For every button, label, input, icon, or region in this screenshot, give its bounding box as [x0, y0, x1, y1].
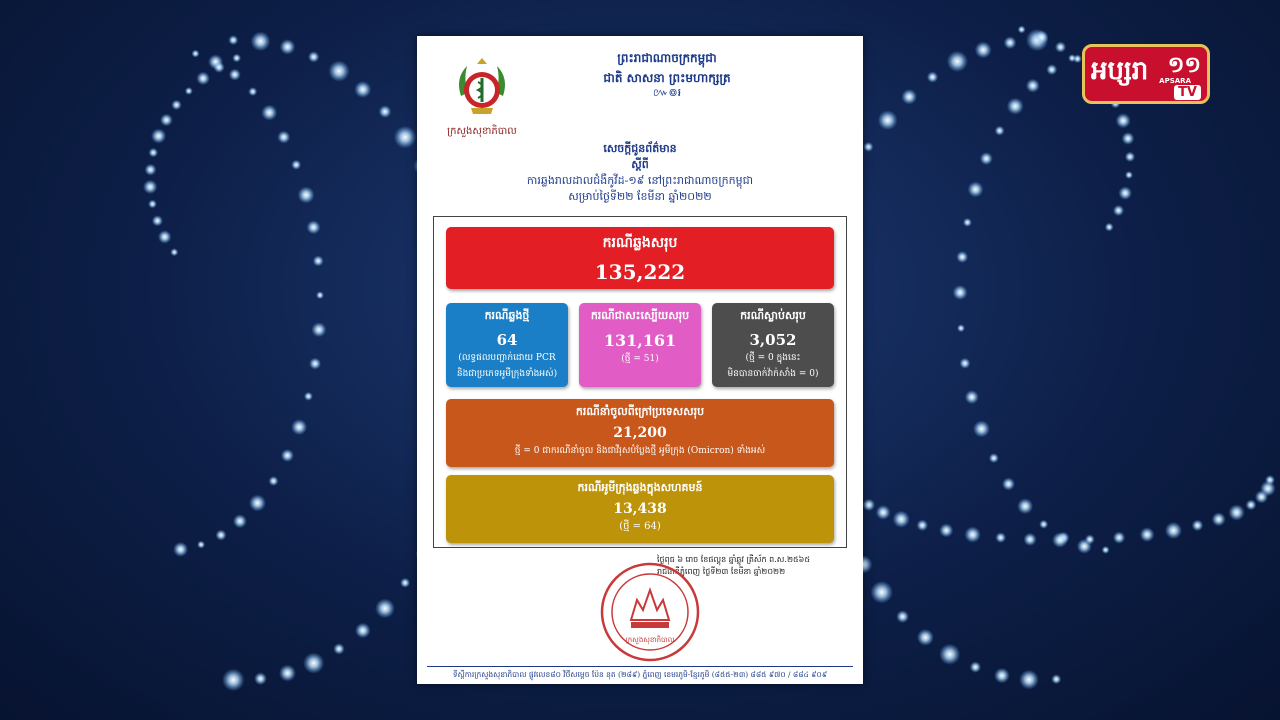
sparkle-dot [269, 476, 279, 486]
sparkle-dot [957, 324, 965, 332]
doc-subheading: ស្តីពី [631, 158, 649, 171]
kingdom-ornament: ៚៙៛ [652, 86, 682, 99]
sparkle-dot [185, 87, 193, 95]
sparkle-dot [304, 392, 313, 401]
community-value: 13,438 [613, 501, 667, 517]
sparkle-dot [316, 291, 324, 299]
sparkle-dot [959, 358, 970, 369]
sparkle-dot [311, 322, 326, 337]
kingdom-title: ព្រះរាជាណាចក្រកម្ពុជា [617, 51, 717, 65]
sparkle-dot [939, 644, 960, 665]
sparkle-dot [980, 152, 993, 165]
deaths-note1: (ថ្មី = 0 ក្នុងនេះ [745, 353, 801, 363]
sparkle-dot [197, 541, 205, 549]
kingdom-motto: ជាតិ សាសនា ព្រះមហាក្សត្រ [603, 71, 731, 85]
sparkle-dot [192, 50, 200, 58]
imported-label: ករណីនាំចូលពីក្រៅប្រទេសសរុប [575, 405, 705, 418]
doc-date: សម្រាប់ថ្ងៃទី២២ ខែមីនា ឆ្នាំ២០២២ [568, 190, 712, 203]
sparkle-dot [333, 643, 344, 654]
imported-value: 21,200 [613, 425, 667, 441]
imported-note: ថ្មី = 0 ជាករណីនាំចូល និងជាវីរុសបំប្លែងថ្មី អូមីក្រុង (Omicron) ទាំងអស់ [514, 446, 766, 456]
sparkle-dot [355, 623, 371, 639]
stats-frame [433, 216, 847, 548]
sparkle-dot [975, 41, 992, 58]
sparkle-dot [228, 35, 238, 45]
sparkle-dot [1125, 171, 1133, 179]
sparkle-dot [229, 69, 241, 81]
sparkle-dot [1073, 54, 1082, 63]
sparkle-dot [394, 126, 417, 149]
total-cases-label: ករណីឆ្លងសរុប [602, 235, 678, 251]
sparkle-dot [995, 532, 1006, 543]
sparkle-dot [1113, 531, 1125, 543]
recovered-value: 131,161 [603, 331, 677, 350]
sparkle-dot [917, 629, 934, 646]
total-cases-value: 135,222 [594, 260, 686, 284]
issue-date: រាជធានីភ្នំពេញ ថ្ងៃទី២៣ ខែមីនា ឆ្នាំ២០២២ [657, 567, 786, 576]
sparkle-dot [145, 164, 157, 176]
sparkle-dot [939, 523, 953, 537]
sparkle-dot [1051, 674, 1061, 684]
doc-heading: សេចក្តីជូនព័ត៌មាន [603, 142, 677, 155]
sparkle-dot [989, 453, 999, 463]
sparkle-dot [1035, 30, 1049, 44]
sparkle-dot [1046, 64, 1057, 75]
sparkle-dot [151, 128, 166, 143]
logo-number: ១១ [1167, 53, 1201, 78]
total-cases-box [446, 227, 834, 289]
sparkle-dot [308, 51, 319, 62]
sparkle-dot [160, 114, 173, 127]
sparkle-dot [1105, 223, 1114, 232]
sparkle-dot [1085, 534, 1095, 544]
sparkle-dot [379, 105, 392, 118]
sparkle-dot [281, 449, 294, 462]
sparkle-dot [233, 514, 247, 528]
sparkle-dot [963, 218, 972, 227]
seal-label: ក្រសួងសុខាភិបាល [625, 636, 675, 644]
sparkle-dot [261, 105, 277, 121]
sparkle-dot [893, 511, 910, 528]
sparkle-dot [1246, 500, 1257, 511]
apsara-tv-logo [1082, 44, 1210, 104]
sparkle-dot [964, 526, 980, 542]
sparkle-dot [248, 87, 257, 96]
sparkle-dot [965, 390, 979, 404]
sparkle-dot [1039, 520, 1048, 529]
sparkle-dot [1165, 522, 1182, 539]
community-cases-box [446, 475, 834, 543]
sparkle-dot [171, 100, 181, 110]
sparkle-dot [1122, 132, 1135, 145]
logo-word: អប្សរា [1091, 56, 1149, 86]
sparkle-dot [1125, 152, 1135, 162]
sparkle-dot [863, 499, 875, 511]
sparkle-dot [863, 142, 873, 152]
lunar-date: ថ្ងៃពុធ ៦ រោច ខែផល្គុន ឆ្នាំឆ្លូវ ត្រីស័ក ព.ស.២៥៦៥ [657, 555, 810, 564]
sparkle-dot [953, 285, 968, 300]
recovered-note: (ថ្មី = 51) [621, 354, 659, 364]
sparkle-dot [279, 665, 296, 682]
sparkle-dot [1140, 527, 1155, 542]
sparkle-dot [947, 51, 968, 72]
new-cases-note2: និងជាប្រភេទអូមីក្រុងទាំងអស់) [456, 369, 558, 379]
sparkle-dot [216, 530, 227, 541]
sparkle-dot [313, 255, 324, 266]
sparkle-dot [1055, 42, 1066, 53]
sparkle-dot [375, 599, 395, 619]
new-cases-label: ករណីឆ្លងថ្មី [484, 309, 530, 322]
sparkle-dot [298, 187, 315, 204]
sparkle-dot [148, 200, 157, 209]
sparkle-dot [896, 610, 909, 623]
sparkle-dot [876, 505, 891, 520]
new-cases-note1: (លទ្ធផលបញ្ជាក់ដោយ PCR [458, 353, 556, 363]
sparkle-dot [995, 126, 1005, 136]
sparkle-dot [196, 72, 210, 86]
sparkle-dot [400, 578, 410, 588]
sparkle-dot [170, 248, 178, 256]
deaths-value: 3,052 [749, 331, 797, 349]
sparkle-dot [280, 39, 296, 55]
sparkle-dot [249, 495, 266, 512]
logo-tv: TV [1174, 85, 1201, 100]
sparkle-dot [328, 61, 349, 82]
doc-topic: ការឆ្លងរាលដាលជំងឺកូវីដ-១៩ នៅព្រះរាជាណាចក្រកម្ពុជា [526, 174, 754, 187]
sparkle-dot [956, 251, 968, 263]
sparkle-dot [1026, 79, 1040, 93]
deaths-label: ករណីស្លាប់សរុប [740, 309, 806, 322]
ministry-emblem-icon [451, 56, 513, 124]
sparkle-dot [1019, 670, 1039, 690]
sparkle-dot [917, 520, 929, 532]
sparkle-dot [1116, 113, 1131, 128]
ministry-address: ទីស្តីការក្រសួងសុខាភិបាល ផ្លូវលេខ៨០ វិថីសម្តេច ប៉ែន នុត (២៨៩) ភ្នំពេញ ខេមរភូមិ-ខ្មែរភូមិ (៨៥៥-២៣) ៨៨៥ ៩៧០ / ៨៨៤ ៩០៩ [427, 666, 853, 681]
sparkle-dot [1212, 512, 1226, 526]
community-label: ករណីអូមីក្រុងឆ្លងក្នុងសហគមន៍ [577, 481, 703, 494]
sparkle-dot [1007, 98, 1024, 115]
ministry-seal-icon [599, 560, 701, 664]
sparkle-dot [1002, 478, 1015, 491]
sparkle-dot [149, 148, 159, 158]
sparkle-dot [254, 672, 267, 685]
imported-cases-box [446, 399, 834, 467]
community-note: (ថ្មី = 64) [619, 521, 661, 532]
deaths-note2: មិនបានចាក់វ៉ាក់សាំង = 0) [727, 369, 819, 379]
new-cases-value: 64 [496, 331, 518, 349]
deaths-box [712, 303, 834, 387]
logo-brand: APSARA [1159, 77, 1191, 85]
ministry-name: ក្រសួងសុខាភិបាល [447, 126, 517, 137]
sparkle-dot [1004, 36, 1017, 49]
sparkle-dot [232, 54, 241, 63]
sparkle-dot [277, 131, 290, 144]
sparkle-dot [291, 419, 307, 435]
sparkle-dot [251, 31, 271, 51]
recovered-box [579, 303, 701, 387]
sparkle-dot [927, 71, 938, 82]
sparkle-dot [1228, 504, 1244, 520]
sparkle-dot [970, 661, 981, 672]
sparkle-dot [994, 668, 1010, 684]
press-release-document [417, 36, 863, 684]
sparkle-dot [143, 180, 157, 194]
sparkle-dot [1102, 546, 1110, 554]
new-cases-box [446, 303, 568, 387]
sparkle-dot [973, 420, 990, 437]
sparkle-dot [214, 62, 225, 73]
sparkle-dot [1052, 532, 1068, 548]
sparkle-dot [878, 110, 898, 130]
sparkle-dot [152, 215, 163, 226]
sparkle-dot [354, 81, 371, 98]
sparkle-dot [307, 220, 321, 234]
sparkle-dot [1192, 520, 1204, 532]
sparkle-dot [901, 89, 917, 105]
sparkle-dot [303, 653, 324, 674]
sparkle-dot [870, 581, 893, 604]
sparkle-dot [222, 669, 245, 692]
sparkle-dot [1018, 26, 1026, 34]
sparkle-dot [173, 542, 188, 557]
sparkle-dot [1113, 205, 1124, 216]
sparkle-dot [968, 181, 984, 197]
sparkle-dot [1023, 533, 1036, 546]
sparkle-dot [309, 358, 321, 370]
sparkle-dot [1017, 498, 1033, 514]
sparkle-dot [158, 230, 172, 244]
recovered-label: ករណីជាសះស្បើយសរុប [590, 309, 690, 322]
sparkle-dot [291, 160, 301, 170]
sparkle-dot [1118, 186, 1132, 200]
sparkle-dot [1255, 490, 1268, 503]
